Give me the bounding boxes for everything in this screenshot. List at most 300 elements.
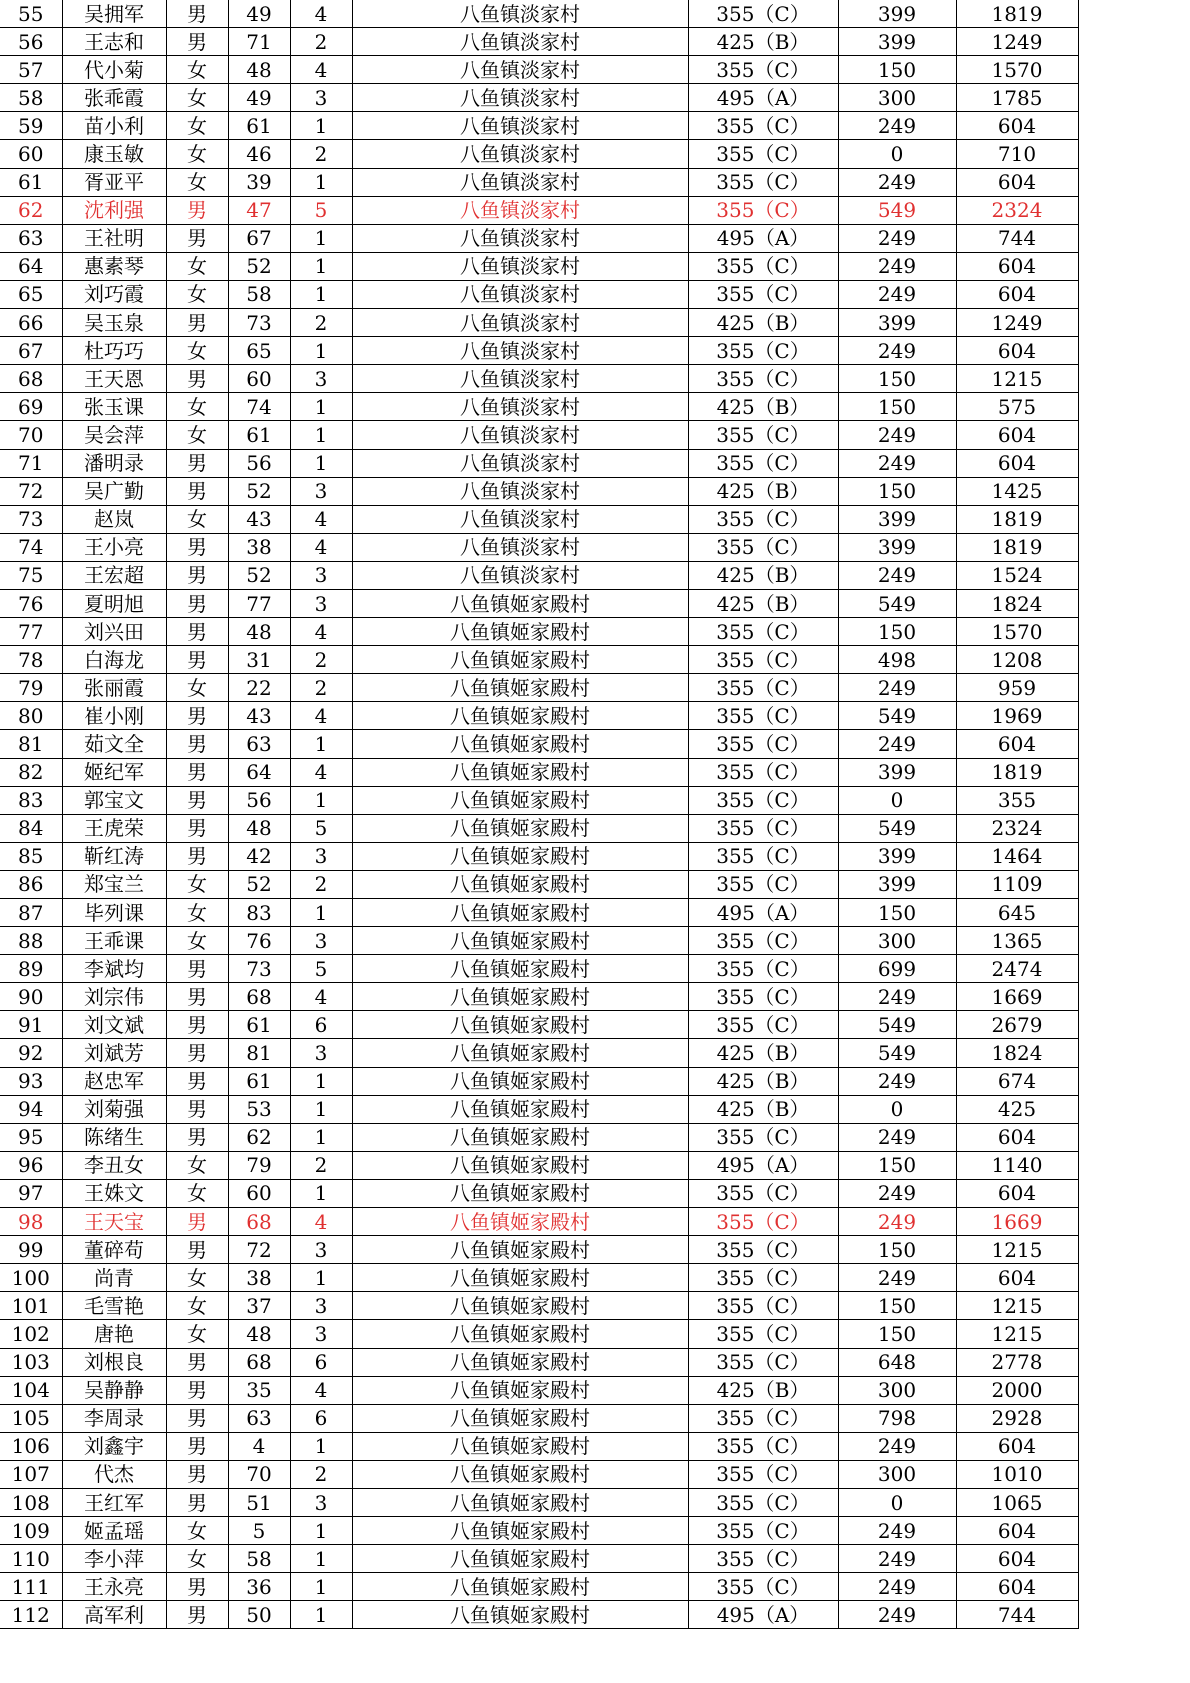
cell-subsidy: 798 <box>838 1404 956 1432</box>
table-row <box>0 505 1078 533</box>
table-row <box>0 1151 1078 1179</box>
cell-name: 王天宝 <box>62 1208 166 1236</box>
cell-name: 张乖霞 <box>62 84 166 112</box>
cell-standard: 355（C） <box>688 758 838 786</box>
cell-total: 959 <box>956 674 1078 702</box>
cell-subsidy: 249 <box>838 1123 956 1151</box>
cell-no: 94 <box>0 1095 62 1123</box>
cell-sex: 男 <box>166 449 228 477</box>
cell-no: 71 <box>0 449 62 477</box>
cell-total: 2324 <box>956 814 1078 842</box>
cell-members: 3 <box>290 589 352 617</box>
cell-subsidy: 0 <box>838 786 956 814</box>
cell-members: 1 <box>290 1264 352 1292</box>
cell-no: 90 <box>0 983 62 1011</box>
cell-address: 八鱼镇姬家殿村 <box>352 1208 688 1236</box>
cell-name: 李丑女 <box>62 1151 166 1179</box>
cell-age: 83 <box>228 899 290 927</box>
cell-members: 1 <box>290 168 352 196</box>
cell-name: 李小萍 <box>62 1545 166 1573</box>
cell-total: 2324 <box>956 196 1078 224</box>
cell-no: 84 <box>0 814 62 842</box>
cell-no: 91 <box>0 1011 62 1039</box>
cell-subsidy: 300 <box>838 84 956 112</box>
cell-no: 100 <box>0 1264 62 1292</box>
cell-subsidy: 150 <box>838 1320 956 1348</box>
table-row <box>0 112 1078 140</box>
cell-age: 37 <box>228 1292 290 1320</box>
cell-age: 48 <box>228 1320 290 1348</box>
table-row <box>0 1067 1078 1095</box>
cell-members: 4 <box>290 56 352 84</box>
cell-address: 八鱼镇淡家村 <box>352 84 688 112</box>
cell-standard: 425（B） <box>688 589 838 617</box>
cell-no: 61 <box>0 168 62 196</box>
cell-total: 604 <box>956 730 1078 758</box>
cell-address: 八鱼镇姬家殿村 <box>352 983 688 1011</box>
cell-total: 604 <box>956 168 1078 196</box>
cell-age: 73 <box>228 309 290 337</box>
table-row <box>0 1292 1078 1320</box>
table-row <box>0 646 1078 674</box>
cell-members: 1 <box>290 1432 352 1460</box>
cell-standard: 355（C） <box>688 196 838 224</box>
cell-sex: 女 <box>166 927 228 955</box>
cell-total: 1249 <box>956 309 1078 337</box>
cell-name: 王小亮 <box>62 533 166 561</box>
cell-address: 八鱼镇姬家殿村 <box>352 1517 688 1545</box>
table-row <box>0 449 1078 477</box>
cell-name: 代杰 <box>62 1460 166 1488</box>
cell-sex: 男 <box>166 1208 228 1236</box>
cell-age: 53 <box>228 1095 290 1123</box>
cell-age: 47 <box>228 196 290 224</box>
cell-total: 1215 <box>956 1292 1078 1320</box>
cell-sex: 男 <box>166 1236 228 1264</box>
cell-standard: 355（C） <box>688 702 838 730</box>
cell-members: 4 <box>290 758 352 786</box>
table-row <box>0 1123 1078 1151</box>
table-row <box>0 870 1078 898</box>
cell-standard: 355（C） <box>688 140 838 168</box>
cell-subsidy: 300 <box>838 1376 956 1404</box>
cell-standard: 495（A） <box>688 1151 838 1179</box>
cell-address: 八鱼镇姬家殿村 <box>352 814 688 842</box>
cell-subsidy: 399 <box>838 870 956 898</box>
cell-no: 104 <box>0 1376 62 1404</box>
cell-no: 97 <box>0 1179 62 1207</box>
cell-sex: 女 <box>166 1151 228 1179</box>
cell-members: 1 <box>290 421 352 449</box>
cell-subsidy: 150 <box>838 899 956 927</box>
cell-total: 2000 <box>956 1376 1078 1404</box>
cell-members: 6 <box>290 1404 352 1432</box>
cell-age: 46 <box>228 140 290 168</box>
cell-no: 64 <box>0 252 62 280</box>
cell-no: 102 <box>0 1320 62 1348</box>
cell-no: 93 <box>0 1067 62 1095</box>
cell-members: 1 <box>290 112 352 140</box>
table-row <box>0 224 1078 252</box>
cell-address: 八鱼镇淡家村 <box>352 196 688 224</box>
cell-sex: 男 <box>166 955 228 983</box>
cell-standard: 355（C） <box>688 1460 838 1488</box>
cell-no: 76 <box>0 589 62 617</box>
cell-total: 604 <box>956 252 1078 280</box>
cell-address: 八鱼镇姬家殿村 <box>352 730 688 758</box>
cell-address: 八鱼镇姬家殿村 <box>352 1404 688 1432</box>
cell-name: 吴会萍 <box>62 421 166 449</box>
cell-standard: 355（C） <box>688 870 838 898</box>
cell-sex: 男 <box>166 646 228 674</box>
cell-age: 71 <box>228 28 290 56</box>
cell-standard: 355（C） <box>688 786 838 814</box>
cell-sex: 女 <box>166 84 228 112</box>
table-row <box>0 393 1078 421</box>
cell-no: 72 <box>0 477 62 505</box>
cell-name: 刘根良 <box>62 1348 166 1376</box>
cell-name: 刘文斌 <box>62 1011 166 1039</box>
cell-age: 52 <box>228 561 290 589</box>
cell-name: 王永亮 <box>62 1573 166 1601</box>
cell-standard: 425（B） <box>688 1067 838 1095</box>
cell-subsidy: 249 <box>838 1264 956 1292</box>
cell-members: 4 <box>290 702 352 730</box>
cell-total: 1215 <box>956 1236 1078 1264</box>
cell-sex: 男 <box>166 28 228 56</box>
cell-name: 刘斌芳 <box>62 1039 166 1067</box>
cell-standard: 355（C） <box>688 168 838 196</box>
cell-sex: 男 <box>166 702 228 730</box>
cell-name: 唐艳 <box>62 1320 166 1348</box>
cell-age: 60 <box>228 365 290 393</box>
cell-no: 105 <box>0 1404 62 1432</box>
cell-sex: 男 <box>166 1488 228 1516</box>
cell-standard: 425（B） <box>688 309 838 337</box>
cell-subsidy: 150 <box>838 56 956 84</box>
cell-subsidy: 249 <box>838 224 956 252</box>
cell-sex: 女 <box>166 1545 228 1573</box>
cell-no: 83 <box>0 786 62 814</box>
cell-total: 604 <box>956 1432 1078 1460</box>
cell-members: 1 <box>290 1517 352 1545</box>
cell-total: 575 <box>956 393 1078 421</box>
cell-age: 68 <box>228 983 290 1011</box>
cell-subsidy: 249 <box>838 449 956 477</box>
cell-total: 1969 <box>956 702 1078 730</box>
cell-name: 王虎荣 <box>62 814 166 842</box>
cell-members: 4 <box>290 533 352 561</box>
cell-address: 八鱼镇淡家村 <box>352 56 688 84</box>
cell-address: 八鱼镇姬家殿村 <box>352 1236 688 1264</box>
cell-sex: 男 <box>166 365 228 393</box>
cell-name: 刘菊强 <box>62 1095 166 1123</box>
cell-name: 王乖课 <box>62 927 166 955</box>
cell-sex: 女 <box>166 280 228 308</box>
cell-subsidy: 300 <box>838 927 956 955</box>
cell-no: 59 <box>0 112 62 140</box>
cell-address: 八鱼镇姬家殿村 <box>352 1432 688 1460</box>
cell-total: 425 <box>956 1095 1078 1123</box>
cell-total: 2928 <box>956 1404 1078 1432</box>
cell-members: 1 <box>290 1095 352 1123</box>
cell-no: 74 <box>0 533 62 561</box>
table-row <box>0 140 1078 168</box>
cell-name: 沈利强 <box>62 196 166 224</box>
cell-sex: 男 <box>166 730 228 758</box>
cell-age: 38 <box>228 1264 290 1292</box>
cell-members: 1 <box>290 224 352 252</box>
cell-members: 2 <box>290 28 352 56</box>
cell-address: 八鱼镇姬家殿村 <box>352 1292 688 1320</box>
cell-members: 2 <box>290 1151 352 1179</box>
cell-sex: 男 <box>166 758 228 786</box>
cell-total: 674 <box>956 1067 1078 1095</box>
cell-age: 61 <box>228 1011 290 1039</box>
table-row <box>0 1432 1078 1460</box>
cell-age: 52 <box>228 870 290 898</box>
cell-total: 604 <box>956 1179 1078 1207</box>
cell-name: 郑宝兰 <box>62 870 166 898</box>
cell-members: 3 <box>290 842 352 870</box>
cell-address: 八鱼镇淡家村 <box>352 28 688 56</box>
cell-members: 4 <box>290 618 352 646</box>
cell-no: 85 <box>0 842 62 870</box>
table-row <box>0 1095 1078 1123</box>
cell-total: 1819 <box>956 0 1078 28</box>
cell-total: 1524 <box>956 561 1078 589</box>
cell-address: 八鱼镇淡家村 <box>352 421 688 449</box>
cell-name: 赵忠军 <box>62 1067 166 1095</box>
cell-name: 夏明旭 <box>62 589 166 617</box>
cell-sex: 男 <box>166 1011 228 1039</box>
cell-sex: 女 <box>166 168 228 196</box>
cell-age: 68 <box>228 1348 290 1376</box>
cell-members: 5 <box>290 196 352 224</box>
cell-sex: 男 <box>166 477 228 505</box>
cell-standard: 495（A） <box>688 899 838 927</box>
cell-age: 61 <box>228 1067 290 1095</box>
table-row <box>0 1039 1078 1067</box>
cell-age: 63 <box>228 730 290 758</box>
cell-members: 3 <box>290 1039 352 1067</box>
cell-total: 604 <box>956 280 1078 308</box>
cell-no: 99 <box>0 1236 62 1264</box>
cell-no: 110 <box>0 1545 62 1573</box>
cell-total: 1109 <box>956 870 1078 898</box>
cell-members: 2 <box>290 646 352 674</box>
cell-name: 高军利 <box>62 1601 166 1629</box>
cell-subsidy: 399 <box>838 533 956 561</box>
cell-no: 78 <box>0 646 62 674</box>
cell-members: 2 <box>290 674 352 702</box>
table-row <box>0 674 1078 702</box>
table-row <box>0 589 1078 617</box>
cell-name: 吴广勤 <box>62 477 166 505</box>
cell-total: 1140 <box>956 1151 1078 1179</box>
cell-age: 77 <box>228 589 290 617</box>
cell-age: 64 <box>228 758 290 786</box>
cell-address: 八鱼镇姬家殿村 <box>352 955 688 983</box>
cell-no: 92 <box>0 1039 62 1067</box>
cell-subsidy: 249 <box>838 674 956 702</box>
cell-subsidy: 399 <box>838 28 956 56</box>
cell-subsidy: 549 <box>838 589 956 617</box>
cell-sex: 男 <box>166 1348 228 1376</box>
cell-total: 604 <box>956 1573 1078 1601</box>
cell-address: 八鱼镇姬家殿村 <box>352 618 688 646</box>
cell-address: 八鱼镇淡家村 <box>352 224 688 252</box>
cell-name: 胥亚平 <box>62 168 166 196</box>
cell-subsidy: 399 <box>838 309 956 337</box>
cell-age: 81 <box>228 1039 290 1067</box>
cell-subsidy: 699 <box>838 955 956 983</box>
table-row <box>0 955 1078 983</box>
cell-subsidy: 549 <box>838 196 956 224</box>
cell-no: 55 <box>0 0 62 28</box>
cell-sex: 男 <box>166 1601 228 1629</box>
cell-age: 52 <box>228 252 290 280</box>
cell-address: 八鱼镇淡家村 <box>352 561 688 589</box>
cell-name: 王宏超 <box>62 561 166 589</box>
cell-subsidy: 399 <box>838 0 956 28</box>
cell-standard: 425（B） <box>688 393 838 421</box>
cell-subsidy: 249 <box>838 168 956 196</box>
cell-sex: 男 <box>166 618 228 646</box>
cell-standard: 355（C） <box>688 533 838 561</box>
cell-age: 52 <box>228 477 290 505</box>
cell-sex: 女 <box>166 112 228 140</box>
cell-members: 1 <box>290 1601 352 1629</box>
cell-standard: 355（C） <box>688 1432 838 1460</box>
cell-address: 八鱼镇淡家村 <box>352 140 688 168</box>
cell-standard: 495（A） <box>688 84 838 112</box>
cell-members: 3 <box>290 927 352 955</box>
cell-address: 八鱼镇姬家殿村 <box>352 1264 688 1292</box>
cell-members: 4 <box>290 505 352 533</box>
cell-standard: 355（C） <box>688 505 838 533</box>
cell-no: 58 <box>0 84 62 112</box>
cell-standard: 425（B） <box>688 1039 838 1067</box>
cell-total: 1824 <box>956 589 1078 617</box>
cell-no: 69 <box>0 393 62 421</box>
cell-members: 1 <box>290 899 352 927</box>
cell-no: 89 <box>0 955 62 983</box>
cell-name: 王志和 <box>62 28 166 56</box>
cell-total: 1010 <box>956 1460 1078 1488</box>
cell-subsidy: 249 <box>838 1208 956 1236</box>
cell-total: 645 <box>956 899 1078 927</box>
cell-no: 81 <box>0 730 62 758</box>
cell-total: 604 <box>956 1264 1078 1292</box>
cell-total: 604 <box>956 421 1078 449</box>
cell-name: 郭宝文 <box>62 786 166 814</box>
cell-total: 1249 <box>956 28 1078 56</box>
cell-subsidy: 249 <box>838 1432 956 1460</box>
cell-total: 1570 <box>956 56 1078 84</box>
cell-address: 八鱼镇姬家殿村 <box>352 1545 688 1573</box>
table-row <box>0 730 1078 758</box>
cell-members: 4 <box>290 983 352 1011</box>
cell-address: 八鱼镇姬家殿村 <box>352 758 688 786</box>
cell-age: 31 <box>228 646 290 674</box>
cell-total: 1365 <box>956 927 1078 955</box>
cell-standard: 495（A） <box>688 224 838 252</box>
cell-members: 1 <box>290 1545 352 1573</box>
cell-subsidy: 549 <box>838 1011 956 1039</box>
cell-age: 51 <box>228 1488 290 1516</box>
cell-total: 1785 <box>956 84 1078 112</box>
cell-no: 73 <box>0 505 62 533</box>
cell-age: 60 <box>228 1179 290 1207</box>
cell-age: 72 <box>228 1236 290 1264</box>
cell-members: 3 <box>290 365 352 393</box>
cell-standard: 355（C） <box>688 955 838 983</box>
cell-no: 66 <box>0 309 62 337</box>
cell-sex: 男 <box>166 1095 228 1123</box>
cell-standard: 355（C） <box>688 1123 838 1151</box>
cell-no: 80 <box>0 702 62 730</box>
cell-address: 八鱼镇淡家村 <box>352 112 688 140</box>
cell-age: 70 <box>228 1460 290 1488</box>
cell-total: 1065 <box>956 1488 1078 1516</box>
cell-subsidy: 300 <box>838 1460 956 1488</box>
cell-subsidy: 549 <box>838 1039 956 1067</box>
cell-subsidy: 150 <box>838 1151 956 1179</box>
cell-no: 65 <box>0 280 62 308</box>
cell-standard: 355（C） <box>688 1348 838 1376</box>
cell-age: 62 <box>228 1123 290 1151</box>
cell-subsidy: 150 <box>838 1292 956 1320</box>
cell-age: 50 <box>228 1601 290 1629</box>
cell-sex: 女 <box>166 393 228 421</box>
cell-age: 63 <box>228 1404 290 1432</box>
cell-total: 604 <box>956 1123 1078 1151</box>
cell-age: 43 <box>228 702 290 730</box>
cell-age: 49 <box>228 84 290 112</box>
cell-standard: 355（C） <box>688 449 838 477</box>
cell-members: 3 <box>290 1320 352 1348</box>
cell-no: 63 <box>0 224 62 252</box>
table-row <box>0 983 1078 1011</box>
cell-sex: 男 <box>166 533 228 561</box>
cell-sex: 男 <box>166 1432 228 1460</box>
cell-total: 2679 <box>956 1011 1078 1039</box>
cell-standard: 355（C） <box>688 337 838 365</box>
cell-standard: 355（C） <box>688 0 838 28</box>
cell-members: 1 <box>290 1573 352 1601</box>
cell-address: 八鱼镇淡家村 <box>352 280 688 308</box>
cell-subsidy: 399 <box>838 842 956 870</box>
cell-age: 36 <box>228 1573 290 1601</box>
cell-age: 65 <box>228 337 290 365</box>
cell-standard: 425（B） <box>688 561 838 589</box>
cell-name: 刘鑫宇 <box>62 1432 166 1460</box>
cell-subsidy: 249 <box>838 1517 956 1545</box>
cell-standard: 355（C） <box>688 252 838 280</box>
cell-subsidy: 249 <box>838 252 956 280</box>
cell-age: 35 <box>228 1376 290 1404</box>
cell-standard: 355（C） <box>688 730 838 758</box>
cell-subsidy: 549 <box>838 702 956 730</box>
cell-members: 1 <box>290 449 352 477</box>
cell-subsidy: 249 <box>838 280 956 308</box>
table-row <box>0 927 1078 955</box>
cell-no: 67 <box>0 337 62 365</box>
cell-address: 八鱼镇姬家殿村 <box>352 1095 688 1123</box>
cell-members: 2 <box>290 870 352 898</box>
cell-address: 八鱼镇淡家村 <box>352 449 688 477</box>
